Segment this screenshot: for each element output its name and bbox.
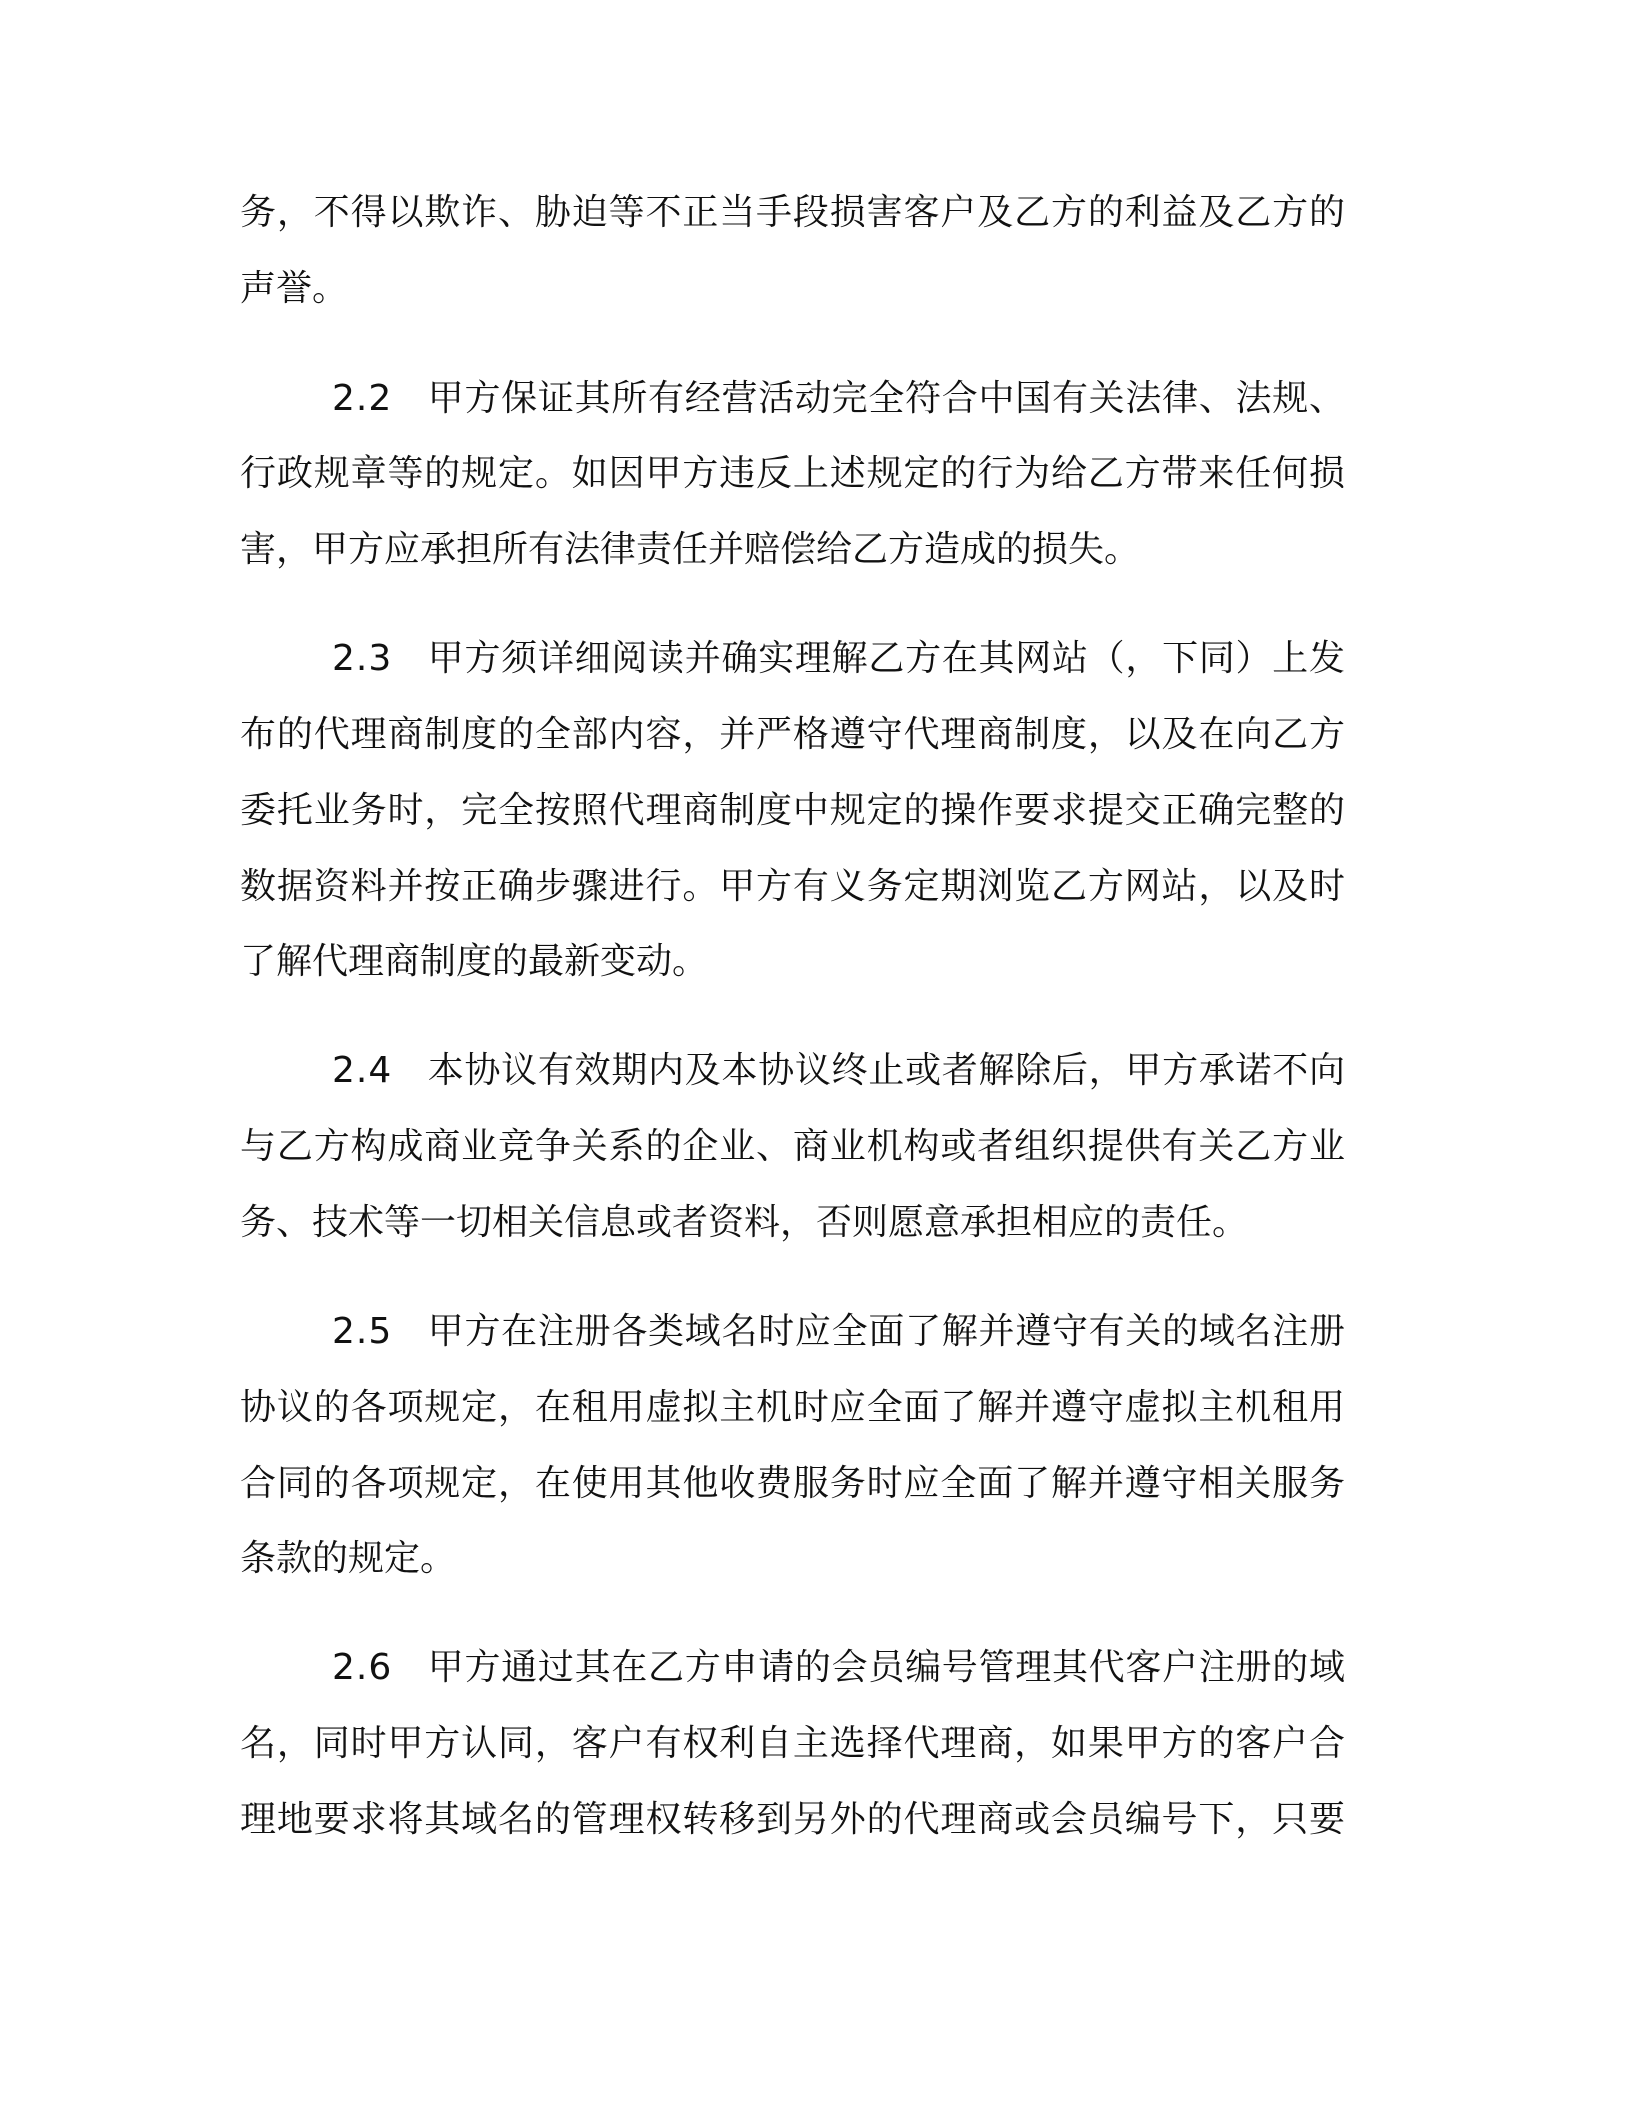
paragraph-2-4-number: 2.4 — [332, 1050, 393, 1091]
paragraph-2-4-text: 本协议有效期内及本协议终止或者解除后，甲方承诺不向 — [427, 1050, 1345, 1091]
paragraph-2-6-number: 2.6 — [332, 1647, 393, 1688]
paragraph-2-3-text: 甲方须详细阅读并确实理解乙方在其网站（，下同）上发 — [427, 638, 1345, 679]
paragraph-2-3-line-4: 数据资料并按正确步骤进行。甲方有义务定期浏览乙方网站，以及时 — [240, 866, 1345, 907]
paragraph-2-5-line-3: 合同的各项规定，在使用其他收费服务时应全面了解并遵守相关服务 — [240, 1463, 1345, 1504]
paragraph-2-5-text: 甲方在注册各类域名时应全面了解并遵守有关的域名注册 — [427, 1311, 1345, 1352]
paragraph-2-5-line-4: 条款的规定。 — [240, 1538, 457, 1579]
paragraph-2-4-line-2: 与乙方构成商业竞争关系的企业、商业机构或者组织提供有关乙方业 — [240, 1126, 1345, 1167]
paragraph-2-2-line-2: 行政规章等的规定。如因甲方违反上述规定的行为给乙方带来任何损 — [240, 453, 1345, 494]
paragraph-2-5-line-1 — [332, 1300, 1345, 1364]
paragraph-2-2-line-3: 害，甲方应承担所有法律责任并赔偿给乙方造成的损失。 — [240, 529, 1141, 570]
paragraph-2-1-line-1: 务，不得以欺诈、胁迫等不正当手段损害客户及乙方的利益及乙方的 — [240, 192, 1345, 233]
paragraph-2-3-number: 2.3 — [332, 638, 393, 679]
paragraph-2-6-line-3: 理地要求将其域名的管理权转移到另外的代理商或会员编号下，只要 — [240, 1799, 1345, 1840]
paragraph-2-2-number: 2.2 — [332, 378, 393, 419]
paragraph-2-6-line-1 — [332, 1636, 1345, 1700]
paragraph-2-2-line-1 — [332, 367, 1345, 431]
paragraph-2-3-line-1 — [332, 627, 1345, 691]
paragraph-2-3-line-3: 委托业务时，完全按照代理商制度中规定的操作要求提交正确完整的 — [240, 790, 1345, 831]
paragraph-2-1-line-2: 声誉。 — [240, 268, 349, 309]
paragraph-2-5-number: 2.5 — [332, 1311, 393, 1352]
paragraph-2-6-line-2: 名，同时甲方认同，客户有权利自主选择代理商，如果甲方的客户合 — [240, 1723, 1345, 1764]
paragraph-2-4-line-1 — [332, 1039, 1345, 1103]
paragraph-2-3-line-5: 了解代理商制度的最新变动。 — [240, 941, 709, 982]
paragraph-2-4-line-3: 务、技术等一切相关信息或者资料，否则愿意承担相应的责任。 — [240, 1202, 1249, 1243]
paragraph-2-3-line-2: 布的代理商制度的全部内容，并严格遵守代理商制度，以及在向乙方 — [240, 714, 1345, 755]
paragraph-2-5-line-2: 协议的各项规定，在租用虚拟主机时应全面了解并遵守虚拟主机租用 — [240, 1387, 1345, 1428]
paragraph-2-6-text: 甲方通过其在乙方申请的会员编号管理其代客户注册的域 — [427, 1647, 1345, 1688]
paragraph-2-2-text: 甲方保证其所有经营活动完全符合中国有关法律、法规、 — [427, 378, 1345, 419]
